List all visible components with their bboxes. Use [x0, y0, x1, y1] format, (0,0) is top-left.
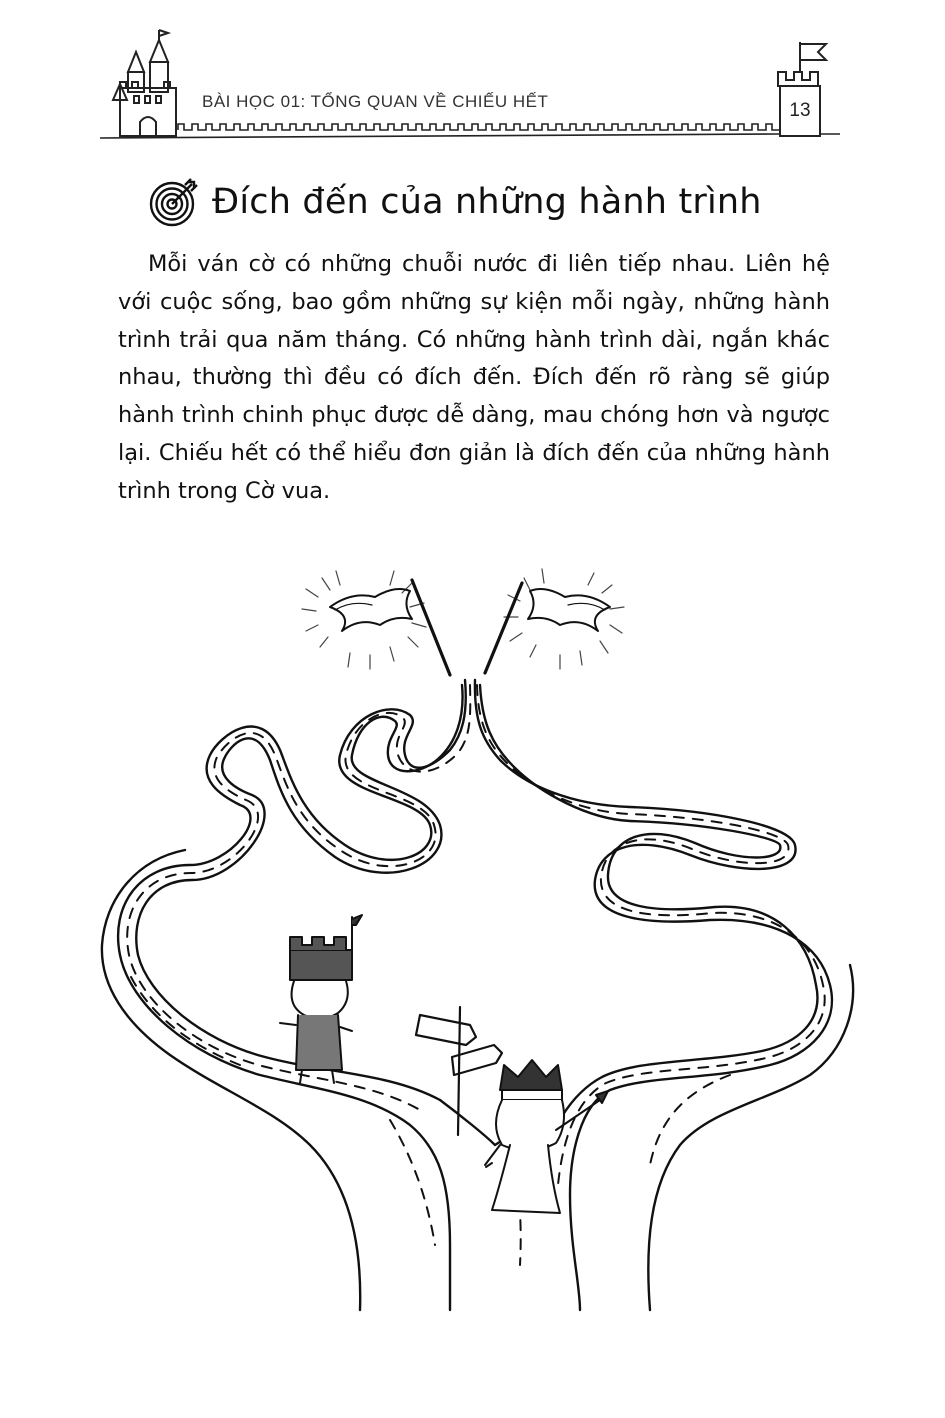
running-title: BÀI HỌC 01: TỔNG QUAN VỀ CHIẾU HẾT [202, 92, 549, 111]
castle-icon [113, 30, 176, 136]
queen-character [485, 1060, 608, 1213]
battlement-line [100, 124, 840, 138]
two-flags-icon [302, 569, 624, 675]
section-title: Đích đến của những hành trình [212, 182, 762, 222]
header-decoration [0, 0, 945, 150]
rook-character [280, 915, 362, 1083]
page-header [0, 0, 945, 150]
signpost-icon [416, 1007, 502, 1135]
target-icon [148, 176, 200, 228]
section-heading [148, 172, 762, 232]
winding-road [102, 680, 853, 1310]
journey-illustration [90, 545, 860, 1315]
body-paragraph: Mỗi ván cờ có những chuỗi nước đi liên tiếp nhau. Liên hệ với cuộc sống, bao gồm những sự kiện mỗi ngày, những hành trình trải qua năm tháng. Có những hành trình dài, ngắn khác nhau, thường thì đều có đích đến. Đích đến rõ ràng sẽ giúp hành trình chinh phục được dễ dàng, mau chóng hơn và ngược lại. Chiếu hết có thể hiểu đơn giản là đích đến của những hành trình trong Cờ vua. [118, 251, 830, 504]
page-number: 13 [789, 100, 811, 121]
